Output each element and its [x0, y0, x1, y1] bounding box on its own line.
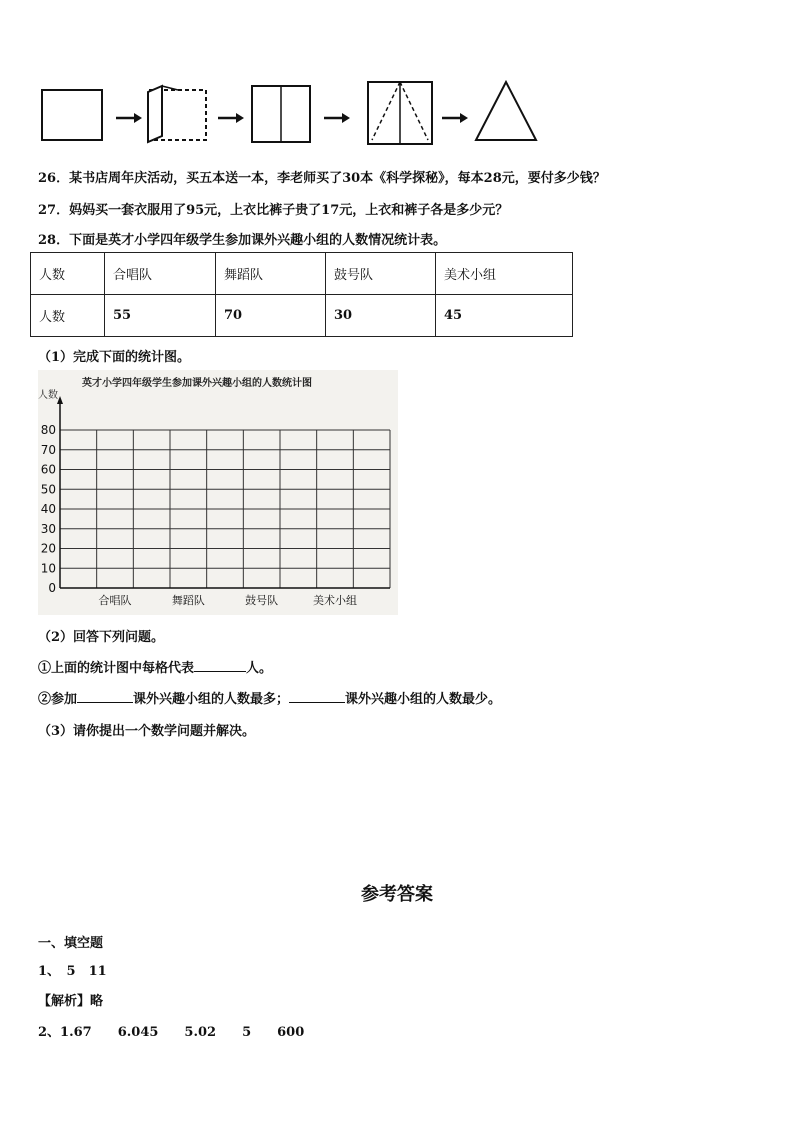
chart-title: 英才小学四年级学生参加课外兴趣小组的人数统计图 — [82, 378, 312, 389]
table-cell: 人数 — [31, 295, 105, 337]
stat-table — [30, 252, 573, 337]
paper-creased — [252, 86, 310, 142]
y-tick-label: 10 — [40, 561, 56, 576]
x-tick-label: 鼓号队 — [245, 594, 279, 607]
y-tick-label: 30 — [40, 521, 56, 536]
paper-fold-lines — [368, 82, 432, 144]
x-tick-label: 合唱队 — [98, 594, 132, 607]
table-cell: 45 — [436, 295, 573, 337]
arrow-icon-2 — [218, 113, 244, 123]
arrow-icon-3 — [324, 113, 350, 123]
table-row — [31, 253, 573, 295]
paper-folding-open — [148, 86, 206, 142]
table-cell: 鼓号队 — [326, 253, 436, 295]
table-cell: 舞蹈队 — [216, 253, 326, 295]
question-b — [38, 688, 501, 707]
y-tick-label: 70 — [40, 442, 56, 457]
table-cell: 美术小组 — [436, 253, 573, 295]
triangle-result — [476, 82, 536, 140]
table-cell: 55 — [105, 295, 216, 337]
answer-1: 1、 5 11 — [38, 964, 107, 979]
answer-title: 参考答案 — [361, 884, 433, 905]
table-cell: 30 — [326, 295, 436, 337]
question-a-text: ①上面的统计图中每格代表 — [38, 661, 195, 676]
table-cell: 70 — [216, 295, 326, 337]
y-tick-label: 80 — [40, 423, 56, 437]
answer-2: 2、1.67 6.045 5.02 5 600 — [38, 1025, 305, 1040]
y-tick-label: 20 — [40, 541, 56, 556]
question-a — [38, 657, 272, 676]
y-tick-label: 40 — [40, 502, 56, 516]
question-26: 26．某书店周年庆活动，买五本送一本，李老师买了30本《科学探秘》，每本28元，要付多少钱？ — [38, 171, 606, 186]
bar-chart — [38, 370, 398, 615]
question-27: 27．妈妈买一套衣服用了95元，上衣比裤子贵了17元，上衣和裤子各是多少元？ — [38, 203, 509, 218]
y-tick-label: 0 — [48, 581, 56, 595]
sub-question-3: （3）请你提出一个数学问题并解决。 — [38, 724, 256, 739]
section-heading: 一、填空题 — [38, 936, 104, 951]
sub-question-2: （2）回答下列问题。 — [38, 630, 165, 645]
answer-blank[interactable] — [289, 690, 345, 703]
question-a-unit: 人。 — [246, 661, 273, 676]
question-b-text-1: ②参加 — [38, 692, 78, 707]
question-b-text-3: 课外兴趣小组的人数最少。 — [345, 692, 502, 707]
paper-square — [42, 90, 102, 140]
y-axis-label: 人数 — [38, 390, 58, 401]
x-tick-label: 美术小组 — [313, 594, 357, 607]
arrow-icon-4 — [442, 113, 468, 123]
question-b-text-2: 课外兴趣小组的人数最多； — [133, 692, 290, 707]
x-tick-label: 舞蹈队 — [171, 594, 205, 607]
table-row — [31, 295, 573, 337]
table-cell: 合唱队 — [105, 253, 216, 295]
answer-blank[interactable] — [77, 690, 133, 703]
y-tick-label: 60 — [40, 462, 56, 477]
y-tick-label: 50 — [40, 482, 56, 497]
table-cell: 人数 — [31, 253, 105, 295]
question-28: 28．下面是英才小学四年级学生参加课外兴趣小组的人数情况统计表。 — [38, 233, 447, 248]
answer-blank[interactable] — [194, 659, 246, 672]
chart-svg — [38, 370, 398, 615]
folding-diagram — [38, 78, 558, 148]
arrow-icon-1 — [116, 113, 142, 123]
answer-1-note: 【解析】略 — [38, 994, 104, 1009]
sub-question-1: （1）完成下面的统计图。 — [38, 350, 191, 365]
